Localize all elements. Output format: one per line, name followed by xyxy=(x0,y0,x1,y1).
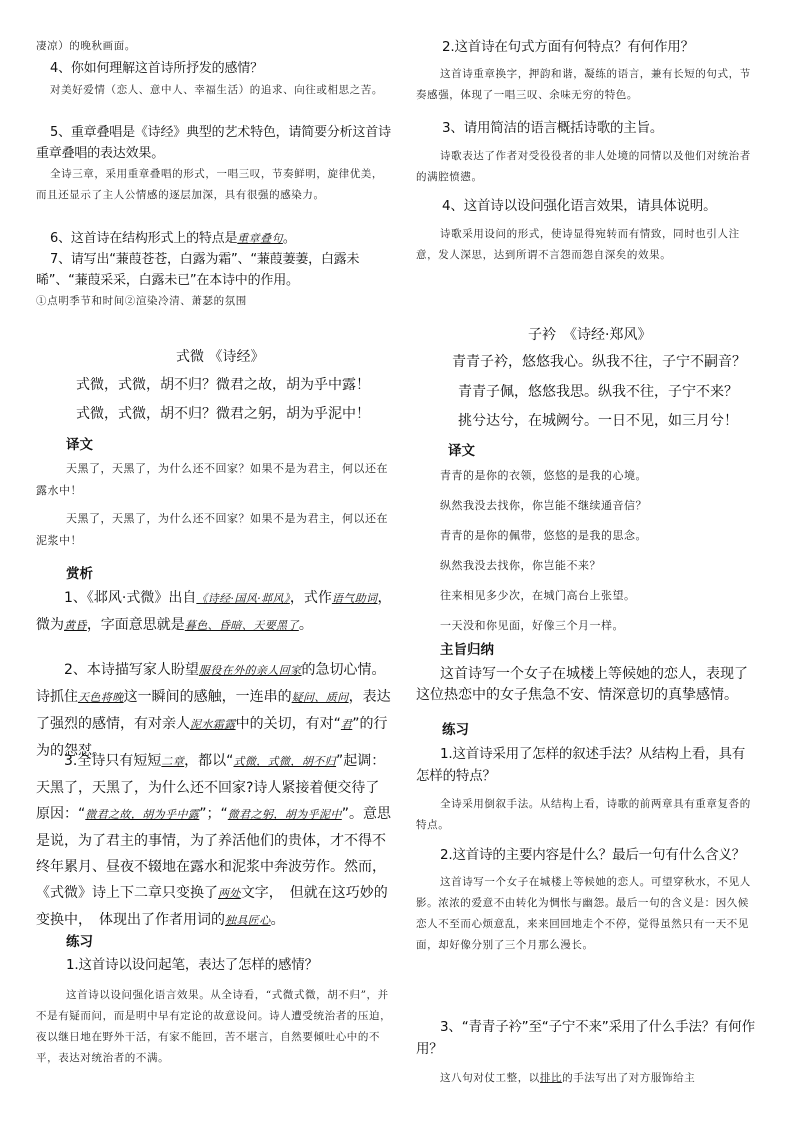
section-heading: 练习 xyxy=(442,722,469,738)
question: 3、“青青子衿”至“子宁不来”采用了什么手法？有何作用？ xyxy=(416,1019,755,1057)
translation-line: 纵然我没去找你，你岂能不来？ xyxy=(440,559,601,572)
theme-text: 这首诗写一个女子在城楼上等候她的恋人，表现了这位热恋中的女子焦急不安、情深意切的真挚感情。 xyxy=(416,666,748,703)
answer-text: 这首诗重章换字，押韵和谐，凝练的语言，兼有长短的句式，节奏感强，体现了一唱三叹、余味无穷的特色。 xyxy=(416,68,751,101)
section-heading: 主旨归纳 xyxy=(440,642,494,658)
translation-line: 青青的是你的佩带，悠悠的是我的思念。 xyxy=(440,529,647,542)
appreciation-paragraph: 2、本诗描写家人盼望服役在外的亲人回家的急切心情。诗抓住天色将晚这一瞬间的感触，一连串的疑问、质问，表达了强烈的感情，有对亲人泥水霜露中的关切，有对“君”的行为的怨怼。 xyxy=(36,662,391,759)
answer-text: 诗歌采用设问的形式，使诗显得宛转而有情致，同时也引人注意，发人深思，达到所谓不言怨而怨自深矣的效果。 xyxy=(416,228,740,261)
answer-text: ①点明季节和时间②渲染冷清、萧瑟的氛围 xyxy=(36,295,247,307)
translation-line: 天黑了，天黑了，为什么还不回家？如果不是为君主，何以还在露水中！ xyxy=(36,462,388,497)
appreciation-paragraph: 3.全诗只有短短二章，都以“式微，式微，胡不归”起调：天黑了，天黑了，为什么还不回家?诗人紧接着便交待了原因：“微君之故，胡为乎中露”；“微君之躬，胡为乎泥中”。意思是说，为了君主的事情，为了养活他们的贵体，才不得不终年累月、昼夜不辍地在露水和泥浆中奔波劳作。然而，《式微》诗上下二章只变换了两处文字， 但就在这巧妙的变换中， 体现出了作者用词的独具匠心。 xyxy=(36,753,392,928)
poem-line: 式微，式微，胡不归？微君之躬，胡为乎泥中！ xyxy=(76,406,370,422)
question: 1.这首诗采用了怎样的叙述手法？从结构上看，具有怎样的特点？ xyxy=(416,746,746,784)
question xyxy=(50,228,392,249)
section-heading: 赏析 xyxy=(66,566,93,582)
poem-title: 式微 《诗经》 xyxy=(176,349,265,365)
question: 1.这首诗以设问起笔，表达了怎样的感情？ xyxy=(66,957,318,973)
answer-text: 对美好爱情（恋人、意中人、幸福生活）的追求、向往或相思之苦。 xyxy=(50,84,383,96)
poem-line: 青青子佩，悠悠我思。纵我不往，子宁不来？ xyxy=(458,384,738,400)
section-heading: 译文 xyxy=(66,437,93,453)
question-text: 6、这首诗在结构形式上的特点是 xyxy=(50,231,238,246)
appreciation-paragraph: 1、《邶风·式微》出自《诗经·国风·邶风》，式作语气助词，微为黄昏，字面意思就是暮色、昏暗、天要黑了。 xyxy=(36,590,392,633)
translation-line: 往来相见多少次，在城门高台上张望。 xyxy=(440,589,636,602)
translation-line: 纵然我没去找你，你岂能不继续通音信？ xyxy=(440,499,647,512)
answer-text: 诗歌表达了作者对受役役者的非人处境的同情以及他们对统治者的满腔愤懑。 xyxy=(416,150,751,183)
question: 4、你如何理解这首诗所抒发的感情？ xyxy=(50,61,263,76)
question: 2.这首诗在句式方面有何特点？有何作用？ xyxy=(442,39,694,55)
poem-title: 子衿 《诗经·郑风》 xyxy=(528,327,652,343)
answer-text: 凄凉）的晚秋画面。 xyxy=(36,40,136,52)
section-heading: 译文 xyxy=(448,443,475,459)
question: 3、请用简洁的语言概括诗歌的主旨。 xyxy=(442,120,664,136)
poem-line: 青青子衿，悠悠我心。纵我不往，子宁不嗣音？ xyxy=(452,354,746,370)
translation-line: 青青的是你的衣领，悠悠的是我的心境。 xyxy=(440,469,647,482)
answer-text: 全诗三章，采用重章叠唱的形式，一唱三叹，节奏鲜明，旋律优美，而且还显示了主人公情感的逐层加深，具有很强的感染力。 xyxy=(36,168,383,201)
translation-line: 天黑了，天黑了，为什么还不回家？如果不是为君主，何以还在泥浆中！ xyxy=(36,512,388,547)
question: 5、重章叠唱是《诗经》典型的艺术特色，请简要分析这首诗重章叠唱的表达效果。 xyxy=(36,125,391,161)
poem-line: 式微，式微，胡不归？微君之故，胡为乎中露！ xyxy=(76,377,370,393)
poem-line: 挑兮达兮，在城阙兮。一日不见，如三月兮！ xyxy=(458,413,738,429)
question: 4、这首诗以设问强化语言效果，请具体说明。 xyxy=(442,198,717,214)
answer-underlined: 重章叠句 xyxy=(237,232,283,245)
translation-line: 一天没和你见面，好像三个月一样。 xyxy=(440,619,624,632)
answer-text: 这首诗以设问强化语言效果。从全诗看，“式微式微，胡不归”，并不是有疑而问，而是明中早有定论的故意设问。诗人遭受统治者的压迫，夜以继日地在野外干活，有家不能回，苦不堪言，自然要倾吐心中的不平，表达对统治者的不满。 xyxy=(36,989,392,1064)
question-text: 。 xyxy=(282,231,296,246)
question: 2.这首诗的主要内容是什么？最后一句有什么含义？ xyxy=(440,847,746,863)
section-heading: 练习 xyxy=(66,934,93,950)
answer-text: 这首诗写一个女子在城楼上等候她的恋人。可望穿秋水，不见人影。浓浓的爱意不由转化为惆怅与幽怨。最后一句的含义是：因久候恋人不至而心烦意乱，来来回回地走个不停，觉得虽然只有一天不见面，却好像分别了三个月那么漫长。 xyxy=(416,876,751,951)
question: 7、请写出“蒹葭苍苍，白露为霜”、“蒹葭萋萋，白露未晞”、“蒹葭采采，白露未已”在本诗中的作用。 xyxy=(36,252,360,288)
answer-text: 全诗采用倒叙手法。从结构上看，诗歌的前两章具有重章复沓的特点。 xyxy=(416,798,751,831)
answer-text: 这八句对仗工整，以排比的手法写出了对方服饰给主 xyxy=(440,1072,696,1084)
